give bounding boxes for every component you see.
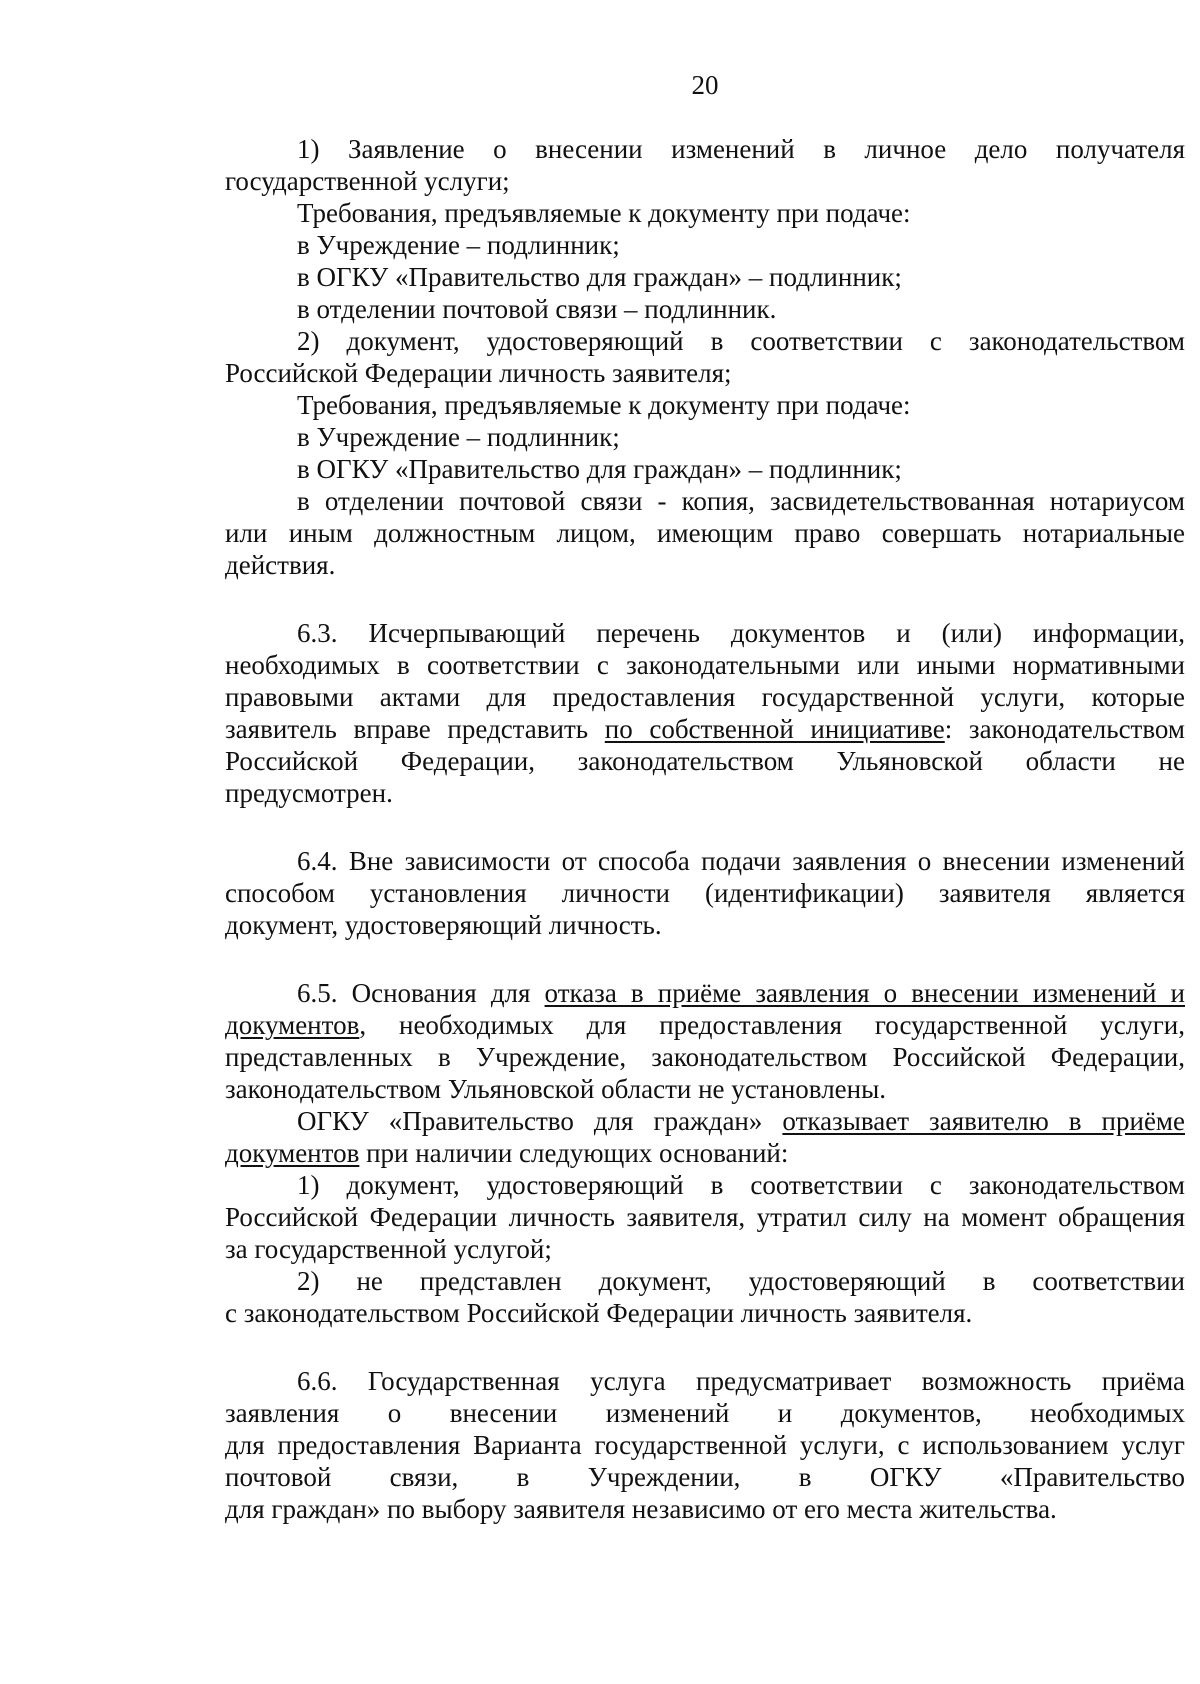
text-run: ОГКУ «Правительство для граждан»: [297, 1106, 783, 1136]
text-line: [225, 713, 1185, 745]
text-run: Требования, предъявляемые к документу при подаче:: [297, 198, 911, 228]
text-run: необходимых в соответствии с законодательными или иными нормативными: [225, 650, 1185, 680]
text-run: в ОГКУ «Правительство для граждан» – подлинник;: [297, 262, 902, 292]
text-line: [225, 517, 1185, 549]
text-line: [225, 1297, 1185, 1329]
text-run: за государственной услугой;: [225, 1234, 552, 1264]
text-run: 2) не представлен документ, удостоверяющий в соответствии: [297, 1266, 1185, 1296]
text-run: в Учреждение – подлинник;: [297, 422, 620, 452]
text-run: 1) Заявление о внесении изменений в личное дело получателя: [297, 134, 1185, 164]
text-line: [225, 293, 1185, 325]
underlined-text: документов: [225, 1138, 360, 1168]
text-run: 6.3. Исчерпывающий перечень документов и (или) информации,: [297, 618, 1185, 648]
text-line: [225, 1105, 1185, 1137]
text-line: [225, 977, 1185, 1009]
text-line: [225, 1461, 1185, 1493]
text-run: государственной услуги;: [225, 166, 510, 196]
text-run: почтовой связи, в Учреждении, в ОГКУ «Правительство: [225, 1462, 1185, 1492]
text-line: [225, 197, 1185, 229]
text-run: в ОГКУ «Правительство для граждан» – подлинник;: [297, 454, 902, 484]
document-body: [225, 133, 1185, 1525]
text-line: [225, 745, 1185, 777]
text-run: Российской Федерации, законодательством Ульяновской области не: [225, 746, 1185, 776]
text-run: законодательством Ульяновской области не установлены.: [225, 1074, 886, 1104]
text-run: для граждан» по выбору заявителя независимо от его места жительства.: [225, 1494, 1057, 1524]
text-run: : законодательством: [944, 714, 1185, 744]
underlined-text: отказывает заявителю в приёме: [782, 1106, 1185, 1136]
text-line: [225, 1397, 1185, 1429]
paragraph-gap: [225, 809, 1185, 845]
text-run: 1) документ, удостоверяющий в соответствии с законодательством: [297, 1170, 1185, 1200]
text-run: Российской Федерации личность заявителя, утратил силу на момент обращения: [225, 1202, 1185, 1232]
text-run: 6.5. Основания для: [297, 978, 545, 1008]
text-line: [225, 1201, 1185, 1233]
underlined-text: документов: [225, 1010, 360, 1040]
text-run: 2) документ, удостоверяющий в соответствии с законодательством: [297, 326, 1185, 356]
text-run: в отделении почтовой связи - копия, засвидетельствованная нотариусом: [297, 486, 1185, 516]
paragraph-gap: [225, 941, 1185, 977]
text-run: действия.: [225, 550, 336, 580]
page-number: 20: [691, 70, 719, 100]
text-run: документ, удостоверяющий личность.: [225, 910, 662, 940]
text-line: [225, 845, 1185, 877]
text-run: Требования, предъявляемые к документу при подаче:: [297, 390, 911, 420]
text-line: [225, 389, 1185, 421]
text-run: для предоставления Варианта государственной услуги, с использованием услуг: [225, 1430, 1185, 1460]
text-line: [225, 1073, 1185, 1105]
text-run: способом установления личности (идентификации) заявителя является: [225, 878, 1185, 908]
text-run: 6.6. Государственная услуга предусматривает возможность приёма: [297, 1366, 1185, 1396]
text-line: [225, 1365, 1185, 1397]
text-run: заявления о внесении изменений и документов, необходимых: [225, 1398, 1185, 1428]
text-line: [225, 1041, 1185, 1073]
text-run: заявитель вправе представить: [225, 714, 605, 744]
text-run: 6.4. Вне зависимости от способа подачи заявления о внесении изменений: [297, 846, 1185, 876]
text-line: [225, 357, 1185, 389]
text-run: представленных в Учреждение, законодательством Российской Федерации,: [225, 1042, 1185, 1072]
text-line: [225, 1009, 1185, 1041]
text-line: [225, 1233, 1185, 1265]
text-line: [225, 325, 1185, 357]
text-run: с законодательством Российской Федерации личность заявителя.: [225, 1298, 973, 1328]
text-line: [225, 649, 1185, 681]
paragraph-gap: [225, 581, 1185, 617]
text-run: , необходимых для предоставления государственной услуги,: [359, 1010, 1185, 1040]
text-line: [225, 165, 1185, 197]
text-run: предусмотрен.: [225, 778, 393, 808]
text-line: [225, 1137, 1185, 1169]
text-line: [225, 909, 1185, 941]
text-line: [225, 617, 1185, 649]
paragraph-gap: [225, 1329, 1185, 1365]
text-run: при наличии следующих оснований:: [359, 1138, 789, 1168]
text-run: в Учреждение – подлинник;: [297, 230, 620, 260]
text-line: [225, 261, 1185, 293]
text-line: [225, 1493, 1185, 1525]
text-run: правовыми актами для предоставления государственной услуги, которые: [225, 682, 1185, 712]
text-run: в отделении почтовой связи – подлинник.: [297, 294, 777, 324]
text-run: или иным должностным лицом, имеющим право совершать нотариальные: [225, 518, 1185, 548]
text-line: [225, 1429, 1185, 1461]
text-line: [225, 453, 1185, 485]
text-line: [225, 1169, 1185, 1201]
text-line: [225, 1265, 1185, 1297]
text-run: Российской Федерации личность заявителя;: [225, 358, 732, 388]
underlined-text: по собственной инициативе: [604, 714, 945, 744]
text-line: [225, 485, 1185, 517]
text-line: [225, 229, 1185, 261]
text-line: [225, 681, 1185, 713]
text-line: [225, 421, 1185, 453]
underlined-text: отказа в приёме заявления о внесении изменений и: [544, 978, 1185, 1008]
text-line: [225, 877, 1185, 909]
text-line: [225, 549, 1185, 581]
text-line: [225, 133, 1185, 165]
text-line: [225, 777, 1185, 809]
